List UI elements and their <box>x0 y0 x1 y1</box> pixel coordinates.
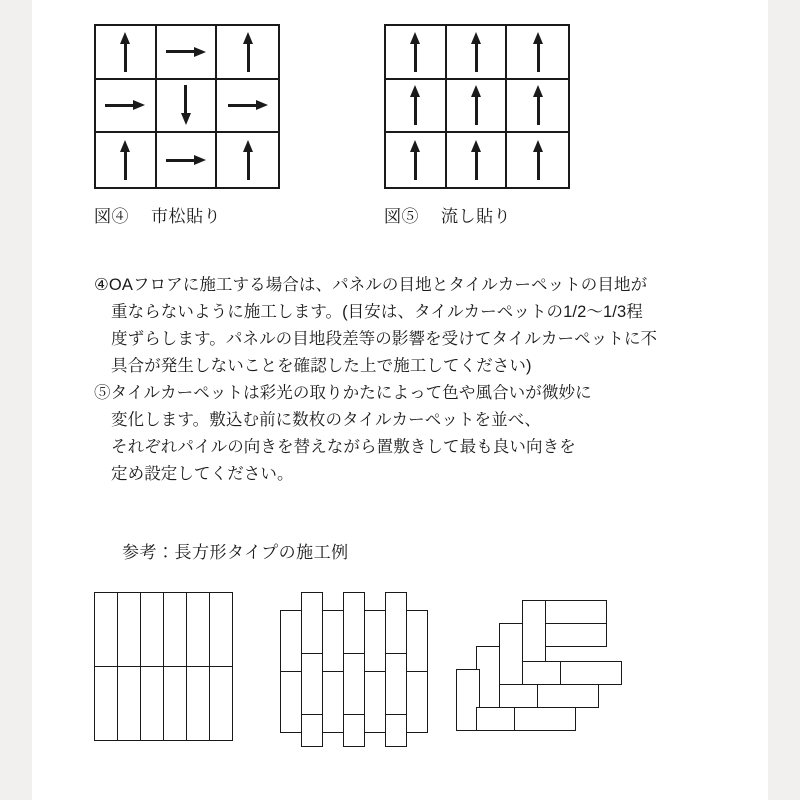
grid-cell <box>96 26 157 80</box>
tile <box>117 592 141 667</box>
grid-cell <box>386 80 447 134</box>
paragraph-line: 定め設定してください。 <box>111 465 294 483</box>
arrow-up-icon <box>471 140 481 180</box>
arrow-up-icon <box>120 32 130 72</box>
grid-cell <box>96 133 157 187</box>
tile <box>514 707 576 731</box>
tile <box>537 684 599 708</box>
tile <box>94 666 118 741</box>
grid-cell <box>217 26 278 80</box>
tile <box>163 592 187 667</box>
figure-4-title: 市松貼り <box>151 207 221 226</box>
paragraph-line: それぞれパイルの向きを替えながら置敷きして最も良い向きを <box>111 438 576 456</box>
tile <box>545 623 607 647</box>
paragraph-line: 具合が発生しないことを確認した上で施工してください) <box>111 357 532 375</box>
staggered-diagram <box>280 592 440 747</box>
tile <box>499 623 523 685</box>
tile <box>385 592 407 654</box>
arrow-up-icon <box>410 85 420 125</box>
grid-cell <box>157 133 218 187</box>
tile <box>280 610 302 672</box>
figure-4 <box>94 24 280 226</box>
tile <box>301 714 323 747</box>
vertical-stack-diagram <box>94 592 234 742</box>
tile <box>406 671 428 733</box>
figure-5-grid <box>384 24 570 189</box>
tile <box>343 592 365 654</box>
grid-cell <box>447 80 508 134</box>
tile <box>545 600 607 624</box>
tile <box>140 592 164 667</box>
tile <box>322 610 344 672</box>
arrow-up-icon <box>120 140 130 180</box>
arrow-up-icon <box>533 140 543 180</box>
tile-examples-row <box>32 592 768 772</box>
grid-cell <box>217 80 278 134</box>
paragraph-line: 重ならないように施工します。(目安は、タイルカーペットの1/2〜1/3程 <box>111 303 643 321</box>
arrow-up-icon <box>533 85 543 125</box>
paragraph-line: ⑤タイルカーペットは彩光の取りかたによって色や風合いが微妙に <box>94 384 592 402</box>
tile <box>209 592 233 667</box>
tile <box>209 666 233 741</box>
arrow-down-icon <box>181 85 191 125</box>
tile-example-herringbone <box>456 592 636 742</box>
arrow-up-icon <box>533 32 543 72</box>
tile <box>385 653 407 715</box>
herringbone-diagram <box>456 592 636 742</box>
arrow-up-icon <box>471 32 481 72</box>
body-text <box>94 272 744 488</box>
paragraph-line: 変化します。敷込む前に数枚のタイルカーペットを並べ、 <box>111 411 541 429</box>
tile <box>322 671 344 733</box>
arrow-right-icon <box>166 155 206 165</box>
paragraph-item-5 <box>94 380 744 488</box>
grid-cell <box>386 26 447 80</box>
figure-5-label: 図⑤ <box>384 207 419 226</box>
arrow-up-icon <box>243 32 253 72</box>
tile <box>522 600 546 662</box>
grid-cell <box>507 133 568 187</box>
grid-cell <box>507 80 568 134</box>
figure-4-label: 図④ <box>94 207 129 226</box>
tile <box>301 653 323 715</box>
arrow-up-icon <box>410 140 420 180</box>
grid-cell <box>507 26 568 80</box>
grid-cell <box>386 133 447 187</box>
grid-cell <box>447 133 508 187</box>
tile <box>94 592 118 667</box>
tile <box>280 671 302 733</box>
figure-5-caption <box>384 202 511 227</box>
tile <box>560 661 622 685</box>
tile <box>364 671 386 733</box>
tile <box>343 714 365 747</box>
tile <box>140 666 164 741</box>
grid-cell <box>96 80 157 134</box>
tile <box>186 592 210 667</box>
arrow-right-icon <box>166 47 206 57</box>
tile <box>117 666 141 741</box>
tile <box>343 653 365 715</box>
arrow-right-icon <box>228 100 268 110</box>
document-page <box>32 0 768 800</box>
tile <box>163 666 187 741</box>
arrow-figures-row <box>32 24 768 234</box>
paragraph-line: ④OAフロアに施工する場合は、パネルの目地とタイルカーペットの目地が <box>94 276 648 294</box>
paragraph-line: 度ずらします。パネルの目地段差等の影響を受けてタイルカーペットに不 <box>111 330 658 348</box>
figure-5 <box>384 24 570 226</box>
arrow-up-icon <box>471 85 481 125</box>
figure-5-title: 流し貼り <box>441 207 511 226</box>
grid-cell <box>447 26 508 80</box>
arrow-up-icon <box>243 140 253 180</box>
reference-heading: 参考：長方形タイプの施工例 <box>122 543 349 562</box>
tile-example-staggered <box>280 592 440 747</box>
arrow-up-icon <box>410 32 420 72</box>
figure-4-caption <box>94 202 221 227</box>
tile <box>385 714 407 747</box>
tile <box>186 666 210 741</box>
paragraph-item-4 <box>94 272 744 380</box>
tile-example-vertical-stack <box>94 592 234 742</box>
grid-cell <box>157 80 218 134</box>
arrow-right-icon <box>105 100 145 110</box>
tile <box>301 592 323 654</box>
tile <box>364 610 386 672</box>
figure-4-grid <box>94 24 280 189</box>
tile <box>406 610 428 672</box>
grid-cell <box>157 26 218 80</box>
grid-cell <box>217 133 278 187</box>
